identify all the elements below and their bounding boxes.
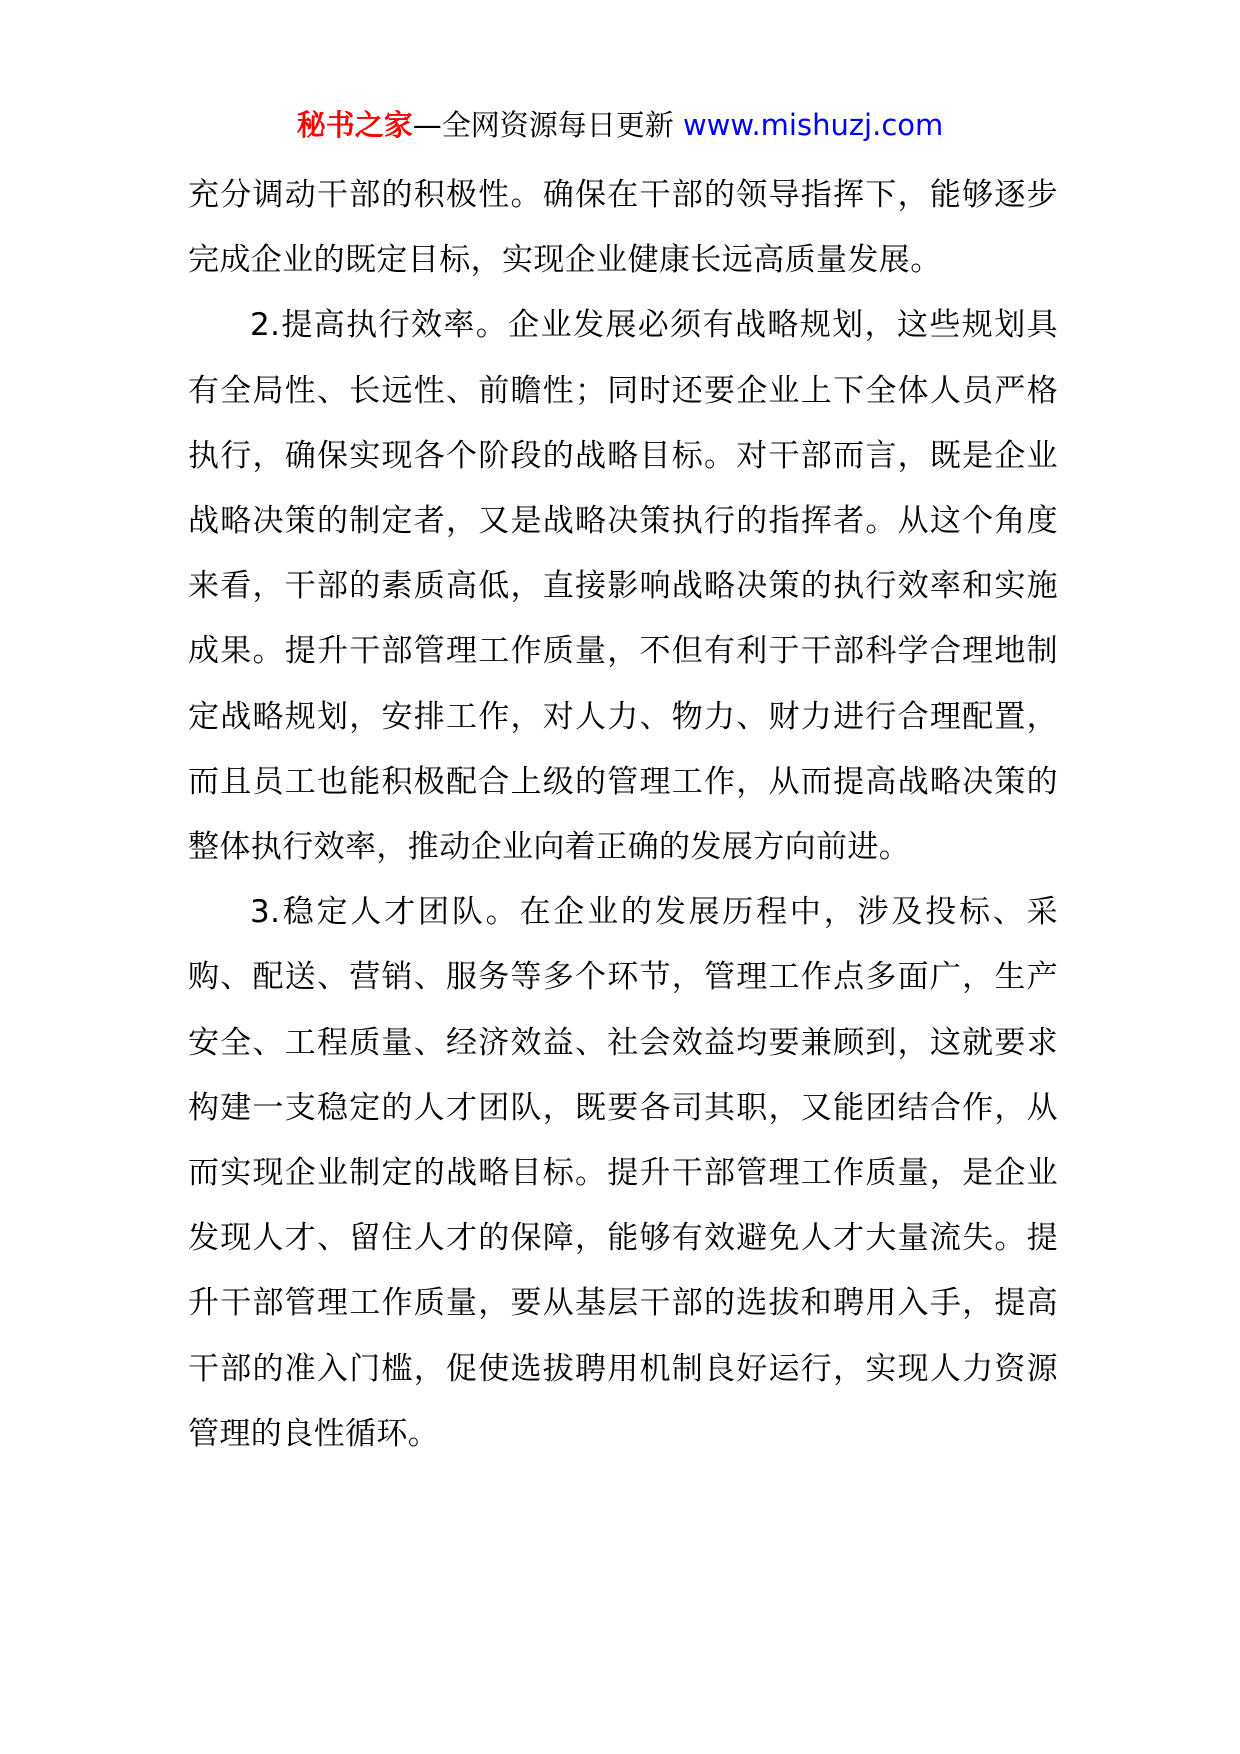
header-brand: 秘书之家 [296,108,413,142]
paragraph-execution-efficiency: 2.提高执行效率。企业发展必须有战略规划，这些规划具有全局性、长远性、前瞻性；同时还要企业上下全体人员严格执行，确保实现各个阶段的战略目标。对干部而言，既是企业战略决策的制定者，又是战略决策执行的指挥者。从这个角度来看，干部的素质高低，直接影响战略决策的执行效率和实施成果。提升干部管理工作质量，不但有利于干部科学合理地制定战略规划，安排工作，对人力、物力、财力进行合理配置，而且员工也能积极配合上级的管理工作，从而提高战略决策的整体执行效率，推动企业向着正确的发展方向前进。 [188,307,1058,866]
paragraph-talent-team: 3.稳定人才团队。在企业的发展历程中，涉及投标、采购、配送、营销、服务等多个环节，管理工作点多面广，生产安全、工程质量、经济效益、社会效益均要兼顾到，这就要求构建一支稳定的人才团队，既要各司其职，又能团结合作，从而实现企业制定的战略目标。提升干部管理工作质量，是企业发现人才、留住人才的保障，能够有效避免人才大量流失。提升干部管理工作质量，要从基层干部的选拔和聘用入手，提高干部的准入门槛，促使选拔聘用机制良好运行，实现人力资源管理的良性循环。 [188,894,1058,1452]
document-body [188,163,1058,1467]
header-tagline: —全网资源每日更新 [412,108,683,142]
page-header [0,103,1240,147]
paragraph-continuation: 充分调动干部的积极性。确保在干部的领导指挥下，能够逐步完成企业的既定目标，实现企业健康长远高质量发展。 [188,177,1058,279]
header-url-link[interactable]: www.mishuzj.com [682,108,944,142]
